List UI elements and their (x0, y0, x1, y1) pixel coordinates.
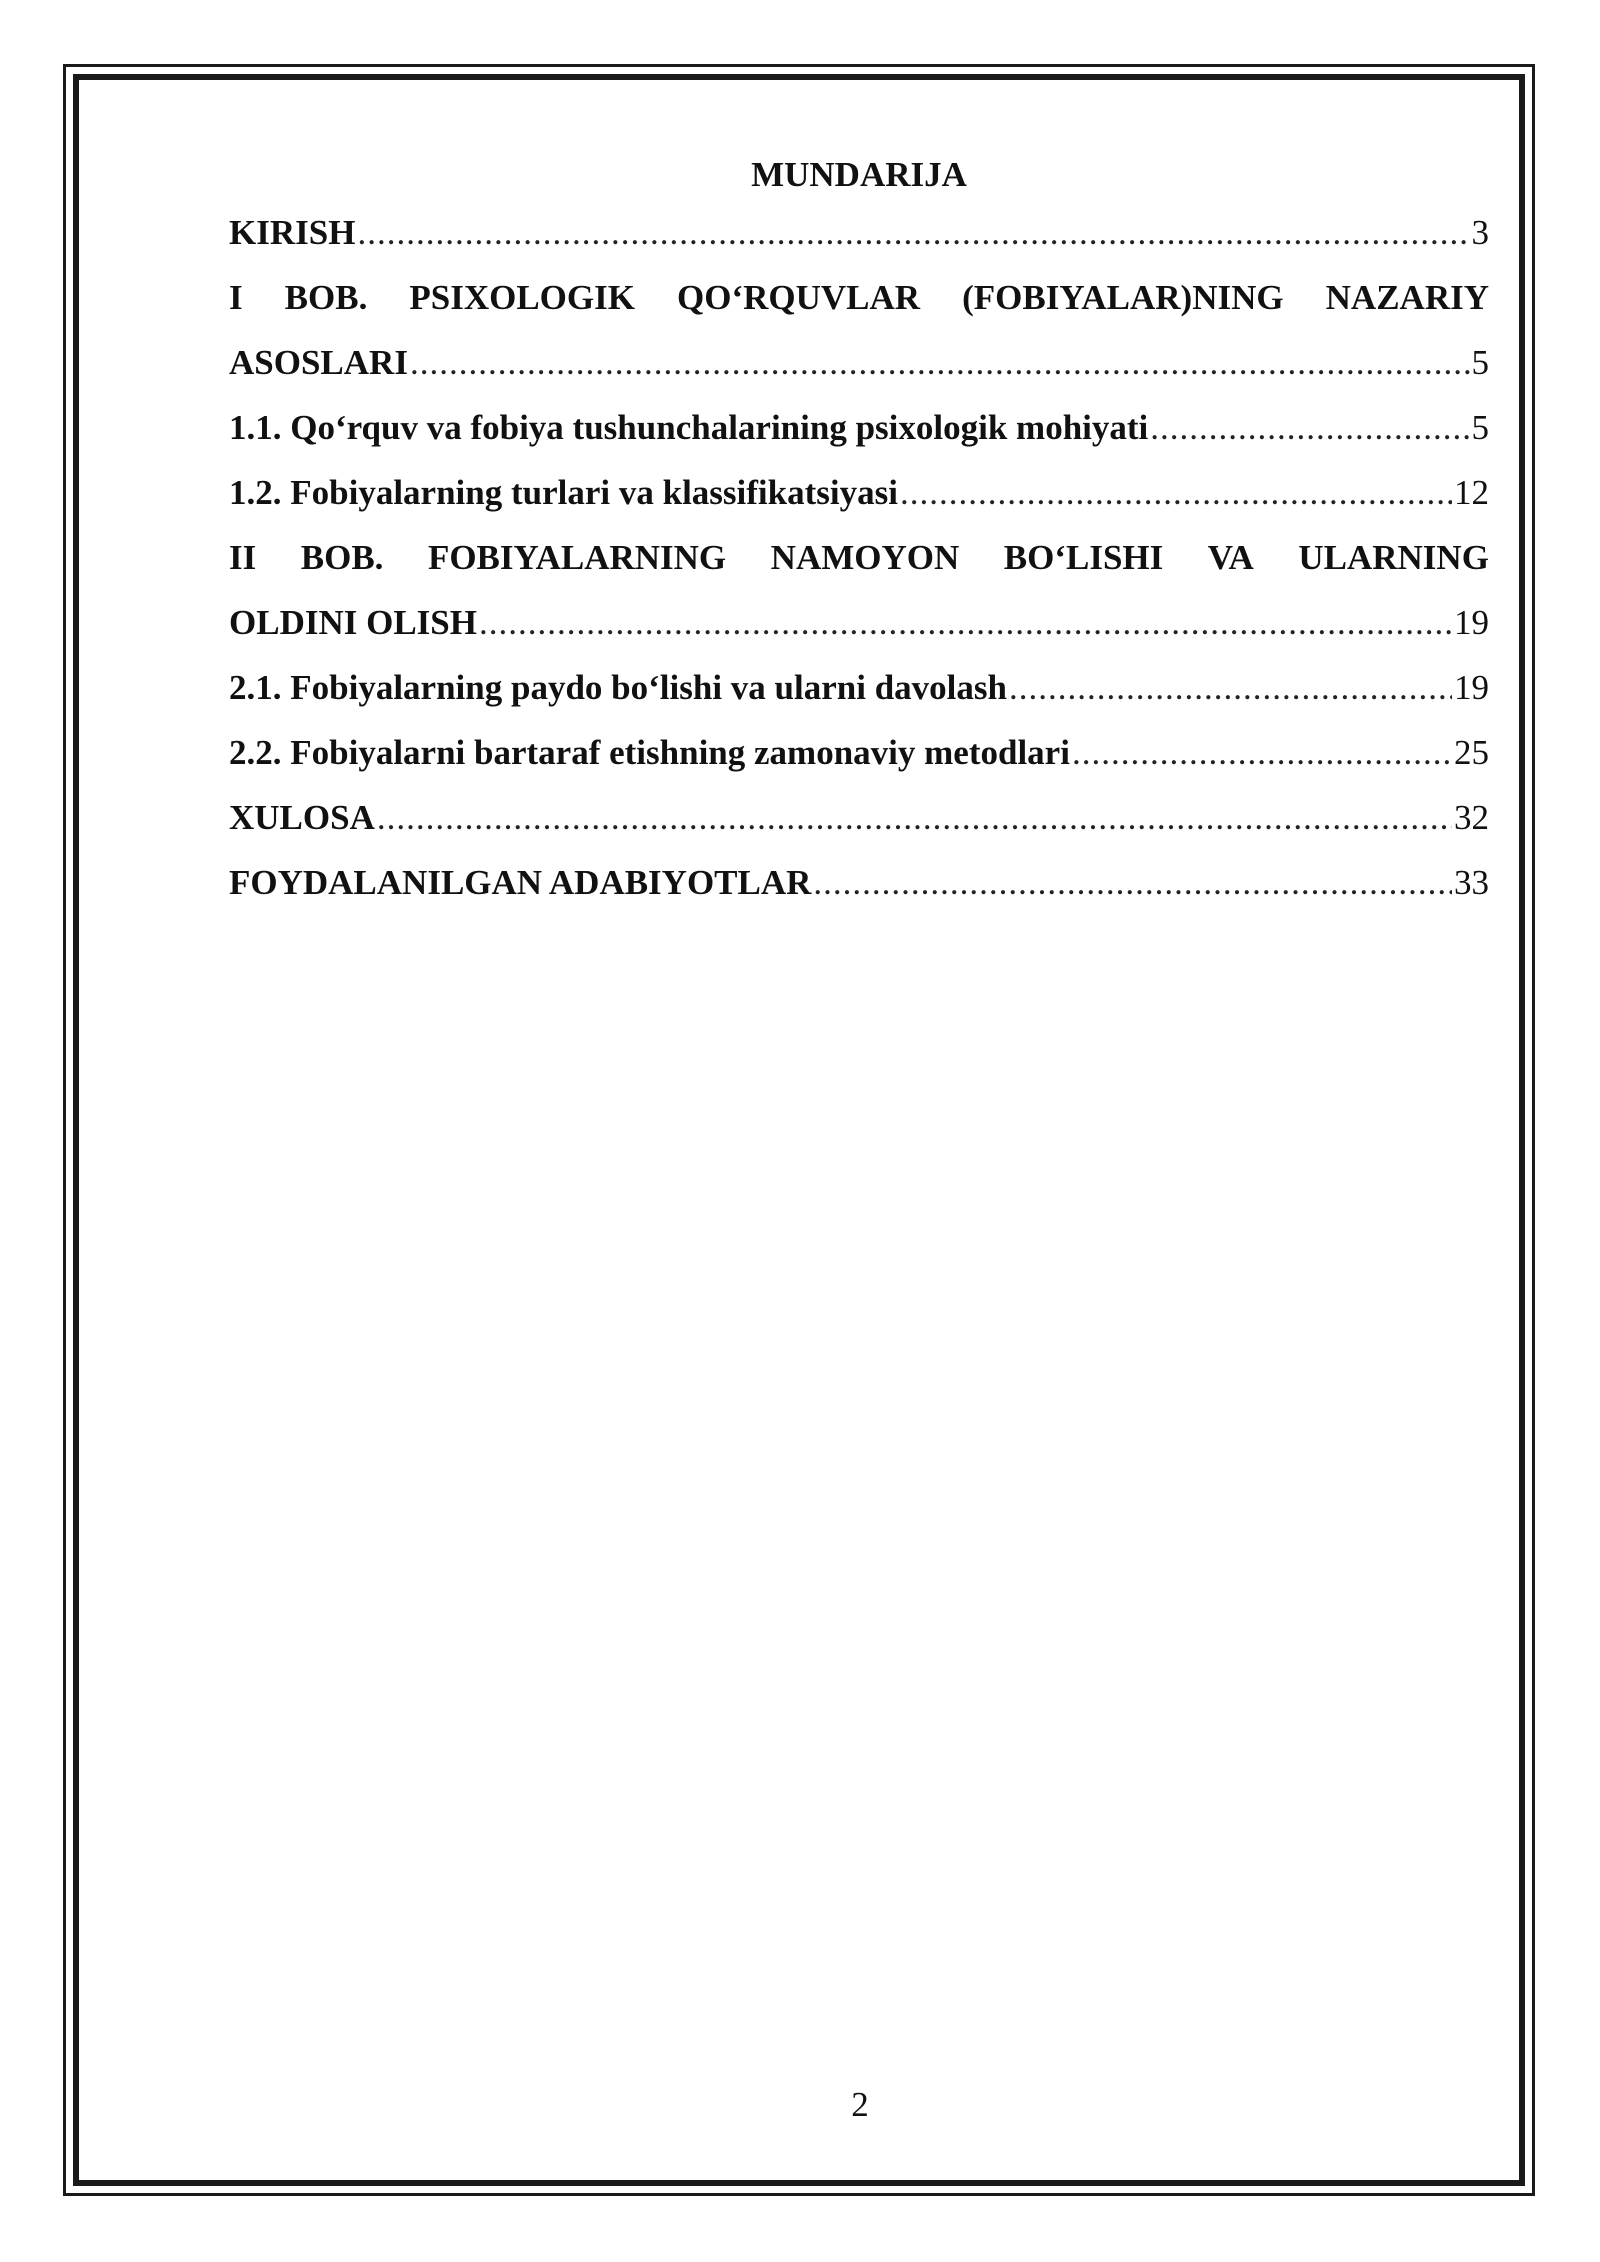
toc-entry[interactable] (229, 330, 1489, 395)
heading-word: BOB. (300, 538, 384, 577)
heading-word: ULARNING (1298, 538, 1489, 577)
heading-word: FOBIYALARNING (427, 538, 727, 577)
toc-entry[interactable] (229, 720, 1489, 785)
dot-leader (357, 200, 1469, 265)
toc-entry[interactable] (229, 395, 1489, 460)
toc-entry-page: 19 (1454, 603, 1489, 642)
toc-entry[interactable] (229, 655, 1489, 720)
toc-entry-label: 1.2. Fobiyalarning turlari va klassifikatsiyasi (229, 473, 898, 512)
toc-entry[interactable] (229, 460, 1489, 525)
toc-entry-page: 3 (1471, 213, 1489, 252)
heading-word: VA (1207, 538, 1254, 577)
toc-entry[interactable] (229, 590, 1489, 655)
toc-entry-page: 25 (1454, 733, 1489, 772)
dot-leader (900, 460, 1452, 525)
dot-leader (1072, 720, 1452, 785)
heading-word: PSIXOLOGIK (409, 278, 635, 317)
toc-entry-label: OLDINI OLISH (229, 603, 477, 642)
toc-entry-label: 1.1. Qo‘rquv va fobiya tushunchalarining psixologik mohiyati (229, 408, 1149, 447)
toc-entry-page: 5 (1471, 343, 1489, 382)
toc-chapter-heading (229, 525, 1489, 590)
toc-entry-page: 5 (1471, 408, 1489, 447)
heading-word: BO‘LISHI (1003, 538, 1164, 577)
toc-entry-page: 32 (1454, 798, 1489, 837)
heading-word: QO‘RQUVLAR (677, 278, 921, 317)
toc-entry-label: XULOSA (229, 798, 375, 837)
toc-entry-label: 2.2. Fobiyalarni bartaraf etishning zamonaviy metodlari (229, 733, 1070, 772)
dot-leader (410, 330, 1470, 395)
heading-word: II (229, 538, 257, 577)
heading-word: I (229, 278, 243, 317)
heading-word: NAZARIY (1325, 278, 1489, 317)
dot-leader (479, 590, 1452, 655)
toc-entry-page: 33 (1454, 863, 1489, 902)
heading-word: BOB. (284, 278, 368, 317)
toc-entry-label: FOYDALANILGAN ADABIYOTLAR (229, 863, 812, 902)
toc-entry[interactable] (229, 200, 1489, 265)
toc-entry-label: ASOSLARI (229, 343, 408, 382)
toc-chapter-heading (229, 265, 1489, 330)
toc-entry-page: 19 (1454, 668, 1489, 707)
heading-word: NAMOYON (770, 538, 960, 577)
dot-leader (377, 785, 1452, 850)
toc-entry[interactable] (229, 785, 1489, 850)
heading-word: (FOBIYALAR)NING (962, 278, 1284, 317)
toc-entry[interactable] (229, 850, 1489, 915)
page-number: 2 (851, 2085, 869, 2124)
dot-leader (1150, 395, 1469, 460)
toc-entry-page: 12 (1454, 473, 1489, 512)
dot-leader (813, 850, 1452, 915)
toc-entry-label: 2.1. Fobiyalarning paydo bo‘lishi va ularni davolash (229, 668, 1007, 707)
dot-leader (1009, 655, 1452, 720)
toc-entry-label: KIRISH (229, 213, 356, 252)
toc-title: MUNDARIJA (751, 155, 967, 194)
table-of-contents (229, 150, 1489, 915)
